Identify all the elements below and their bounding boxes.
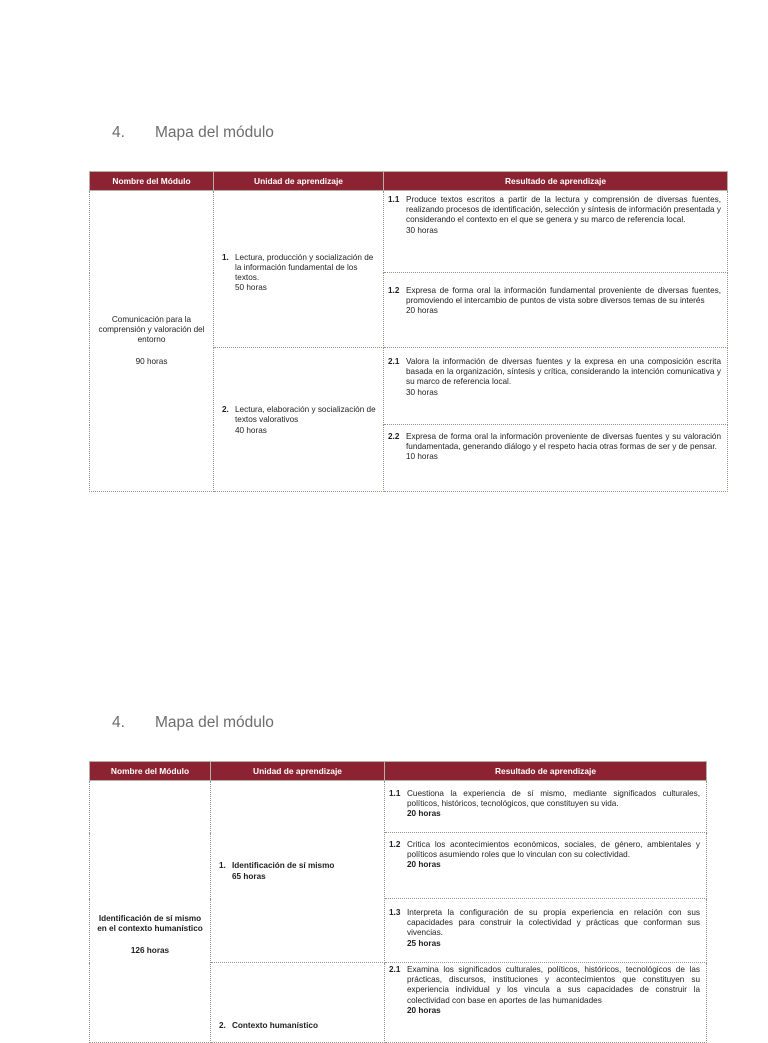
section-title: Mapa del módulo — [155, 124, 274, 141]
result-cell — [384, 191, 728, 273]
module-cell — [90, 781, 211, 1043]
result-hours: 10 horas — [406, 452, 438, 462]
module-hours: 126 horas — [130, 946, 170, 956]
result-hours: 20 horas — [407, 1005, 441, 1015]
table-row — [90, 191, 728, 273]
module-cell — [90, 191, 214, 492]
unit-hours: 40 horas — [235, 425, 267, 435]
result-number: 2.1 — [389, 965, 401, 974]
result-hours: 30 horas — [406, 225, 438, 235]
unit-title: Identificación de sí mismo — [232, 861, 335, 871]
column-header-result: Resultado de aprendizaje — [385, 762, 707, 781]
result-cell — [385, 899, 707, 963]
result-text: Examina los significados culturales, políticos, históricos, tecnológicos de las prácticas, discursos, instituciones y acontecimientos que constituyen su experiencia individual y los vincula a sus capacidades de construir la colectividad con base en aportes de las humanidades — [407, 965, 700, 1005]
table-header-row — [90, 762, 707, 781]
result-text: Critica los acontecimientos económicos, sociales, de género, ambientales y políticos asumiendo roles que lo vinculan con su colectividad. — [407, 840, 700, 860]
section-title: Mapa del módulo — [155, 714, 274, 731]
unit-number: 2. — [222, 405, 229, 415]
column-header-module: Nombre del Módulo — [90, 762, 211, 781]
result-cell — [385, 833, 707, 899]
module-name: Identificación de sí mismo en el contexto humanístico — [97, 914, 203, 934]
unit-number: 1. — [222, 252, 229, 262]
result-hours: 30 horas — [406, 387, 438, 397]
column-header-unit: Unidad de aprendizaje — [214, 172, 384, 191]
result-text: Produce textos escritos a partir de la lectura y comprensión de diversas fuentes, realizando procesos de identificación, selección y síntesis de información presentada y considerando el contexto en el que se genera y su marco de referencia local. — [406, 195, 721, 225]
module-map-table — [89, 171, 728, 492]
result-text: Interpreta la configuración de su propia experiencia en relación con sus capacidades para construir la colectividad y prácticas que conforman sus vivencias. — [407, 908, 700, 938]
result-text: Expresa de forma oral la información proveniente de diversas fuentes y su valoración fundamentada, generando diálogo y el respeto hacia otras formas de ser y de pensar. — [406, 432, 721, 452]
result-number: 2.2 — [388, 432, 400, 441]
result-cell — [385, 963, 707, 1043]
result-cell — [385, 781, 707, 833]
unit-number: 2. — [219, 1021, 226, 1030]
result-hours: 20 horas — [407, 860, 441, 870]
unit-number: 1. — [219, 861, 226, 871]
section-heading — [112, 714, 274, 732]
unit-title: Lectura, producción y socialización de la información fundamental de los textos. — [235, 252, 374, 282]
unit-hours: 65 horas — [232, 871, 266, 881]
result-number: 1.2 — [389, 840, 401, 849]
result-text: Valora la información de diversas fuentes y la expresa en una composición escrita basada en la organización, síntesis y crítica, considerando la intención comunicativa y su marco de referencia local. — [406, 357, 721, 387]
result-number: 1.3 — [389, 908, 401, 917]
unit-hours: 50 horas — [235, 283, 267, 293]
result-text: Expresa de forma oral la información fundamental proveniente de diversas fuentes, promoviendo el intercambio de puntos de vista sobre diversos temas de su interés — [406, 286, 721, 306]
result-number: 1.2 — [388, 286, 400, 295]
unit-title: Contexto humanístico — [232, 1021, 318, 1030]
section-number: 4. — [112, 714, 125, 731]
section-number: 4. — [112, 124, 125, 141]
result-number: 2.1 — [388, 357, 400, 366]
unit-cell — [214, 191, 384, 348]
result-text: Cuestiona la experiencia de sí mismo, mediante significados culturales, políticos, históricos, tecnológicos, que constituyen su vida. — [407, 789, 700, 809]
result-number: 1.1 — [388, 195, 400, 204]
result-hours: 25 horas — [407, 938, 441, 948]
module-map-table — [89, 761, 707, 1043]
module-name: Comunicación para la comprensión y valoración del entorno — [98, 314, 205, 344]
table-header-row — [90, 172, 728, 191]
column-header-unit: Unidad de aprendizaje — [211, 762, 385, 781]
module-hours: 90 horas — [135, 357, 168, 367]
unit-cell — [214, 348, 384, 492]
result-hours: 20 horas — [406, 306, 438, 316]
table-row — [90, 781, 707, 833]
column-header-result: Resultado de aprendizaje — [384, 172, 728, 191]
result-cell — [384, 425, 728, 492]
unit-cell — [211, 963, 385, 1043]
result-cell — [384, 348, 728, 425]
unit-cell — [211, 781, 385, 963]
unit-title: Lectura, elaboración y socialización de textos valorativos — [235, 405, 376, 425]
column-header-module: Nombre del Módulo — [90, 172, 214, 191]
section-heading — [112, 124, 274, 142]
result-cell — [384, 273, 728, 348]
result-hours: 20 horas — [407, 809, 441, 819]
result-number: 1.1 — [389, 789, 401, 798]
